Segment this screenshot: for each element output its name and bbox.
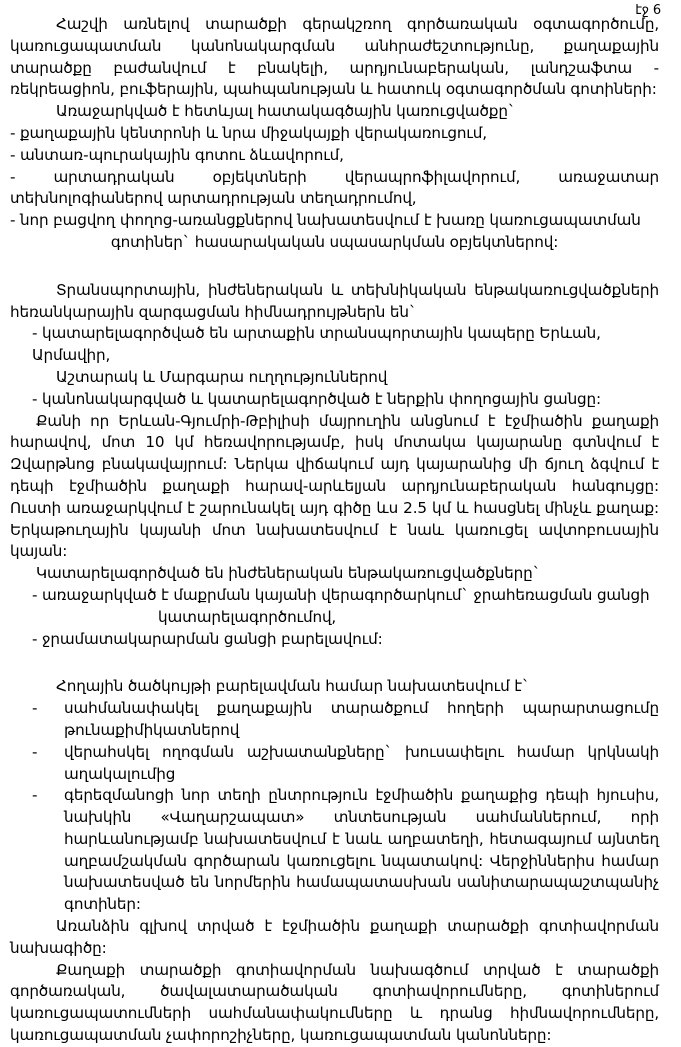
list-item-continuation: Աշտարակ և Մարգարա ուղղություններով	[56, 367, 388, 386]
list-item: - նոր բացվող փողոց-առանցքներով նախատեսվում է խառը կառուցապատման	[10, 211, 641, 230]
list-item: - անտառ-պուրակային գոտու ձևավորում,	[10, 145, 344, 164]
list-item: - առաջարկված է մաքրման կայանի վերագործարկում` ջրահեռացման ցանցի	[32, 585, 650, 604]
infra-list	[10, 323, 659, 410]
proposal-heading: Առաջարկված է հետևյալ հատակագծային կառուցվածքը`	[56, 102, 516, 121]
spacer	[10, 650, 659, 676]
proposal-continuation: գոտիներ` հասարակական սպասարկման օբյեկտներով:	[110, 232, 559, 251]
spacer	[10, 254, 659, 280]
zoning-intro: Առանձին գլխով տրված է էջմիածին քաղաքի տարածքի գոտիավորման նախագիծը:	[10, 917, 659, 957]
engineering-heading: Կատարելագործված են ինժեներական ենթակառուցվածքները`	[36, 564, 541, 583]
dash-bullet: -	[32, 699, 38, 718]
list-item	[10, 698, 659, 742]
list-item-text: գերեզմանոցի նոր տեղի ընտրություն էջմիածին քաղաքից դեպի հյուսիս, նախկին «Վաղարշապատ» տնտեսության սահմաններում, որի հարևանությամբ նախատեսվում է նաև աղբատեղի, հետագայում այնտեղ աղբամշակման գործարան կառուցելու նպատակով: Վերջիններիս համար նախատեսված են նորմերին համապատասխան սանիտարապաշտպանիչ գոտիներ:	[64, 786, 659, 914]
proposal-list	[10, 123, 659, 232]
dash-bullet: -	[32, 786, 38, 805]
engineering-list	[10, 585, 659, 650]
soil-heading: Հողային ծածկույթի բարելավման համար նախատեսվում է`	[56, 677, 530, 696]
list-item-continuation: կատարելագործումով,	[158, 607, 337, 626]
list-item: - արտադրական օբյեկտների վերապրոֆիլավորում, առաջատար տեխնոլոգիաներով արտադրության տեղադրումով,	[10, 167, 659, 208]
soil-list	[10, 698, 659, 916]
page-number: էջ 6	[635, 3, 661, 18]
zoning-paragraph: Քաղաքի տարածքի գոտիավորման նախագծում տրված է տարածքի գործառական, ծավալատարածական գոտիավորումները, գոտիներում կառուցապատումների սահմանափակումները և դրանց հիմնավորումները, կառուցապատման չափորոշիչները, կառուցապատման կանոնները:	[10, 960, 659, 1045]
list-item-text: վերահսկել ողոգման աշխատանքները` խուսափելու համար կրկնակի աղակալումից	[64, 742, 659, 783]
list-item	[10, 785, 659, 916]
list-item: - ջրամատակարարման ցանցի բարելավում:	[32, 629, 383, 648]
list-item-text: սահմանափակել քաղաքային տարածքում հողերի պարարտացումը թունաքիմիկատներով	[64, 699, 659, 739]
railway-paragraph: Քանի որ Երևան-Գյումրի-Թբիլիսի մայրուղին անցնում է էջմիածին քաղաքի հարավով, մոտ 10 կմ հեռավորությամբ, իսկ մոտակա կայարանը գտնվում է Զվարթնոց բնակավայրում: Ներկա վիճակում այդ կայարանից մի ճյուղ ձգվում է դեպի էջմիածին քաղաքի հարավ-արևելյան արդյունաբերական հանգույցը: Ուստի առաջարկվում է շարունակել այդ գիծը ևս 2.5 կմ և հասցնել մինչև քաղաք: Երկաթուղային կայանի մոտ նախատեսվում է նաև կառուցել ավտոբուսային կայան:	[10, 411, 659, 561]
list-item: - կատարելագործված են արտաքին տրանսպորտային կապերը Երևան, Արմավիր,	[32, 324, 601, 365]
dash-bullet: -	[32, 742, 38, 761]
intro-paragraph: Հաշվի առնելով տարածքի գերակշռող գործառական օգտագործումը, կառուցապատման կանոնակարգման անհրաժեշտությունը, քաղաքային տարածքը բաժանվում է բնակելի, արդյունաբերական, լանդշաֆտա - ռեկրեացիոն, բուֆերային, պահպանության և հատուկ օգտագործման գոտիների:	[10, 15, 659, 99]
list-item	[10, 742, 659, 786]
list-item: - քաղաքային կենտրոնի և նրա միջակայքի վերակառուցում,	[10, 123, 487, 142]
infra-heading: Տրանսպորտային, ինժեներական և տեխնիկական ենթակառուցվածքների հեռանկարային զարգացման հիմնադրույթներն են`	[10, 280, 659, 321]
list-item: - կանոնակարգված և կատարելագործված է ներքին փողոցային ցանցը:	[32, 389, 601, 408]
